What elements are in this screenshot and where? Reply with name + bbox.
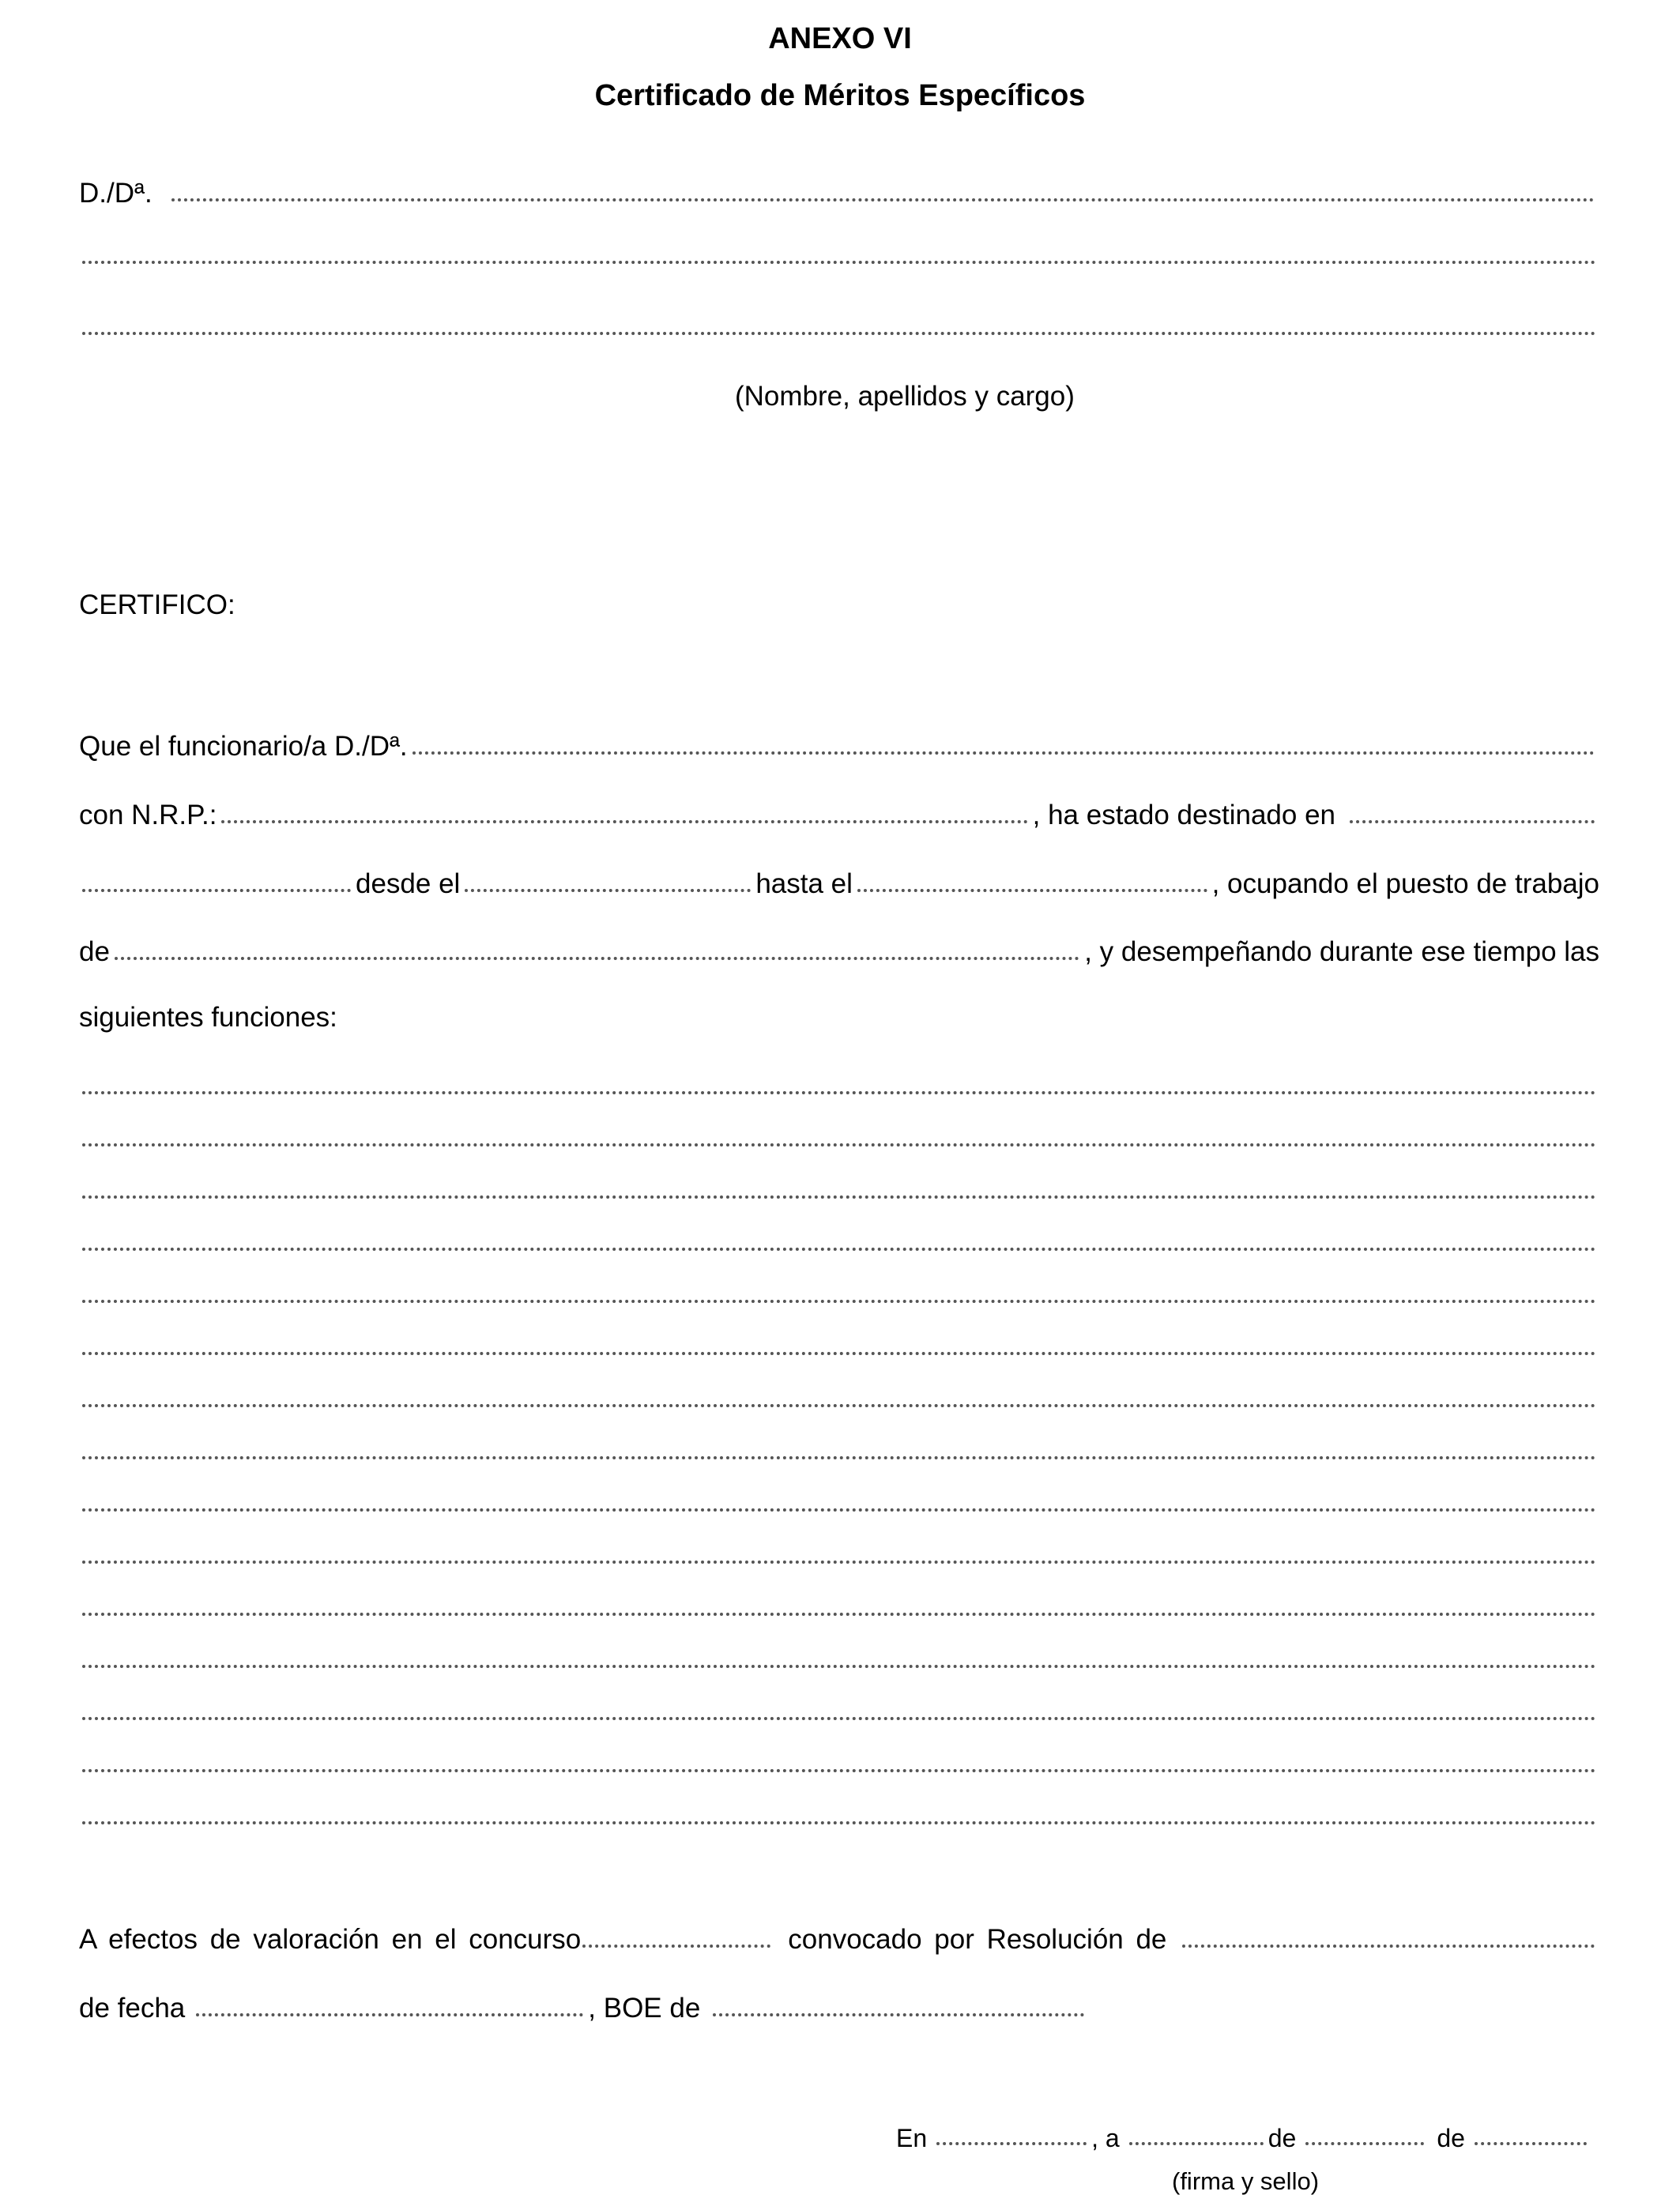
hasta-label: hasta el [755,868,853,899]
de-label-1: de [1268,2124,1297,2152]
function-line-11[interactable] [82,1613,1596,1616]
boe-label: , BOE de [588,1993,701,2024]
funciones-label: siguientes funciones: [79,1002,337,1033]
identity-fill[interactable] [171,198,1595,201]
boe-fill[interactable] [713,2013,1084,2016]
official-name-fill[interactable] [412,751,1595,755]
destination-fill[interactable] [1350,820,1595,823]
de-label-2: de [1437,2124,1465,2152]
desde-fill[interactable] [465,889,751,892]
nrp-label: con N.R.P.: [79,800,217,830]
identity-label: D./Dª. [79,178,153,209]
function-line-6[interactable] [82,1352,1596,1355]
function-line-13[interactable] [82,1717,1596,1720]
official-name-label: Que el funcionario/a D./Dª. [79,731,408,762]
identity-line-2[interactable] [82,261,1596,264]
certifico-heading: CERTIFICO: [79,589,235,620]
document-title: Certificado de Méritos Específicos [594,79,1086,112]
place-fill[interactable] [936,2142,1087,2145]
concurso-fill[interactable] [582,1945,770,1948]
puesto-label: , ocupando el puesto de trabajo [1211,868,1599,899]
function-line-2[interactable] [82,1143,1596,1146]
nrp-fill[interactable] [221,820,1027,823]
official-name-line[interactable] [79,729,1599,760]
resolucion-fill[interactable] [1182,1945,1595,1948]
hasta-fill[interactable] [857,889,1207,892]
annex-heading: ANEXO VI [768,22,912,55]
de-label: de [79,936,110,967]
function-line-5[interactable] [82,1300,1596,1303]
month-fill[interactable] [1305,2142,1424,2145]
function-line-15[interactable] [82,1821,1596,1824]
fecha-label: de fecha [79,1993,186,2024]
a-label: , a [1091,2124,1120,2152]
puesto-line[interactable] [79,934,1599,966]
day-fill[interactable] [1129,2142,1264,2145]
identity-line-3[interactable] [82,332,1596,335]
desde-label: desde el [356,868,461,899]
signature-caption: (firma y sello) [1172,2167,1320,2195]
en-label: En [896,2124,928,2152]
concurso-label: A efectos de valoración en el concurso [79,1924,582,1955]
place-date-line[interactable] [896,2122,1591,2151]
function-line-10[interactable] [82,1561,1596,1564]
concurso-line[interactable] [79,1922,1599,1953]
identity-caption: (Nombre, apellidos y cargo) [735,381,1075,412]
function-line-8[interactable] [82,1456,1596,1459]
dates-line[interactable] [79,866,1599,898]
fecha-fill[interactable] [196,2013,583,2016]
function-line-14[interactable] [82,1769,1596,1772]
desempeno-label: , y desempeñando durante ese tiempo las [1084,936,1599,967]
function-line-7[interactable] [82,1404,1596,1407]
function-line-1[interactable] [82,1091,1596,1094]
destination-label: , ha estado destinado en [1032,800,1335,830]
function-line-12[interactable] [82,1665,1596,1668]
puesto-fill[interactable] [115,957,1079,960]
fecha-boe-line[interactable] [79,1990,1106,2022]
identity-line-1[interactable] [79,175,1599,207]
year-fill[interactable] [1475,2142,1587,2145]
nrp-line[interactable] [79,797,1599,829]
function-line-4[interactable] [82,1248,1596,1251]
destination-fill-cont[interactable] [82,889,351,892]
function-line-3[interactable] [82,1195,1596,1199]
function-line-9[interactable] [82,1508,1596,1512]
resolucion-label: convocado por Resolución de [788,1924,1167,1955]
